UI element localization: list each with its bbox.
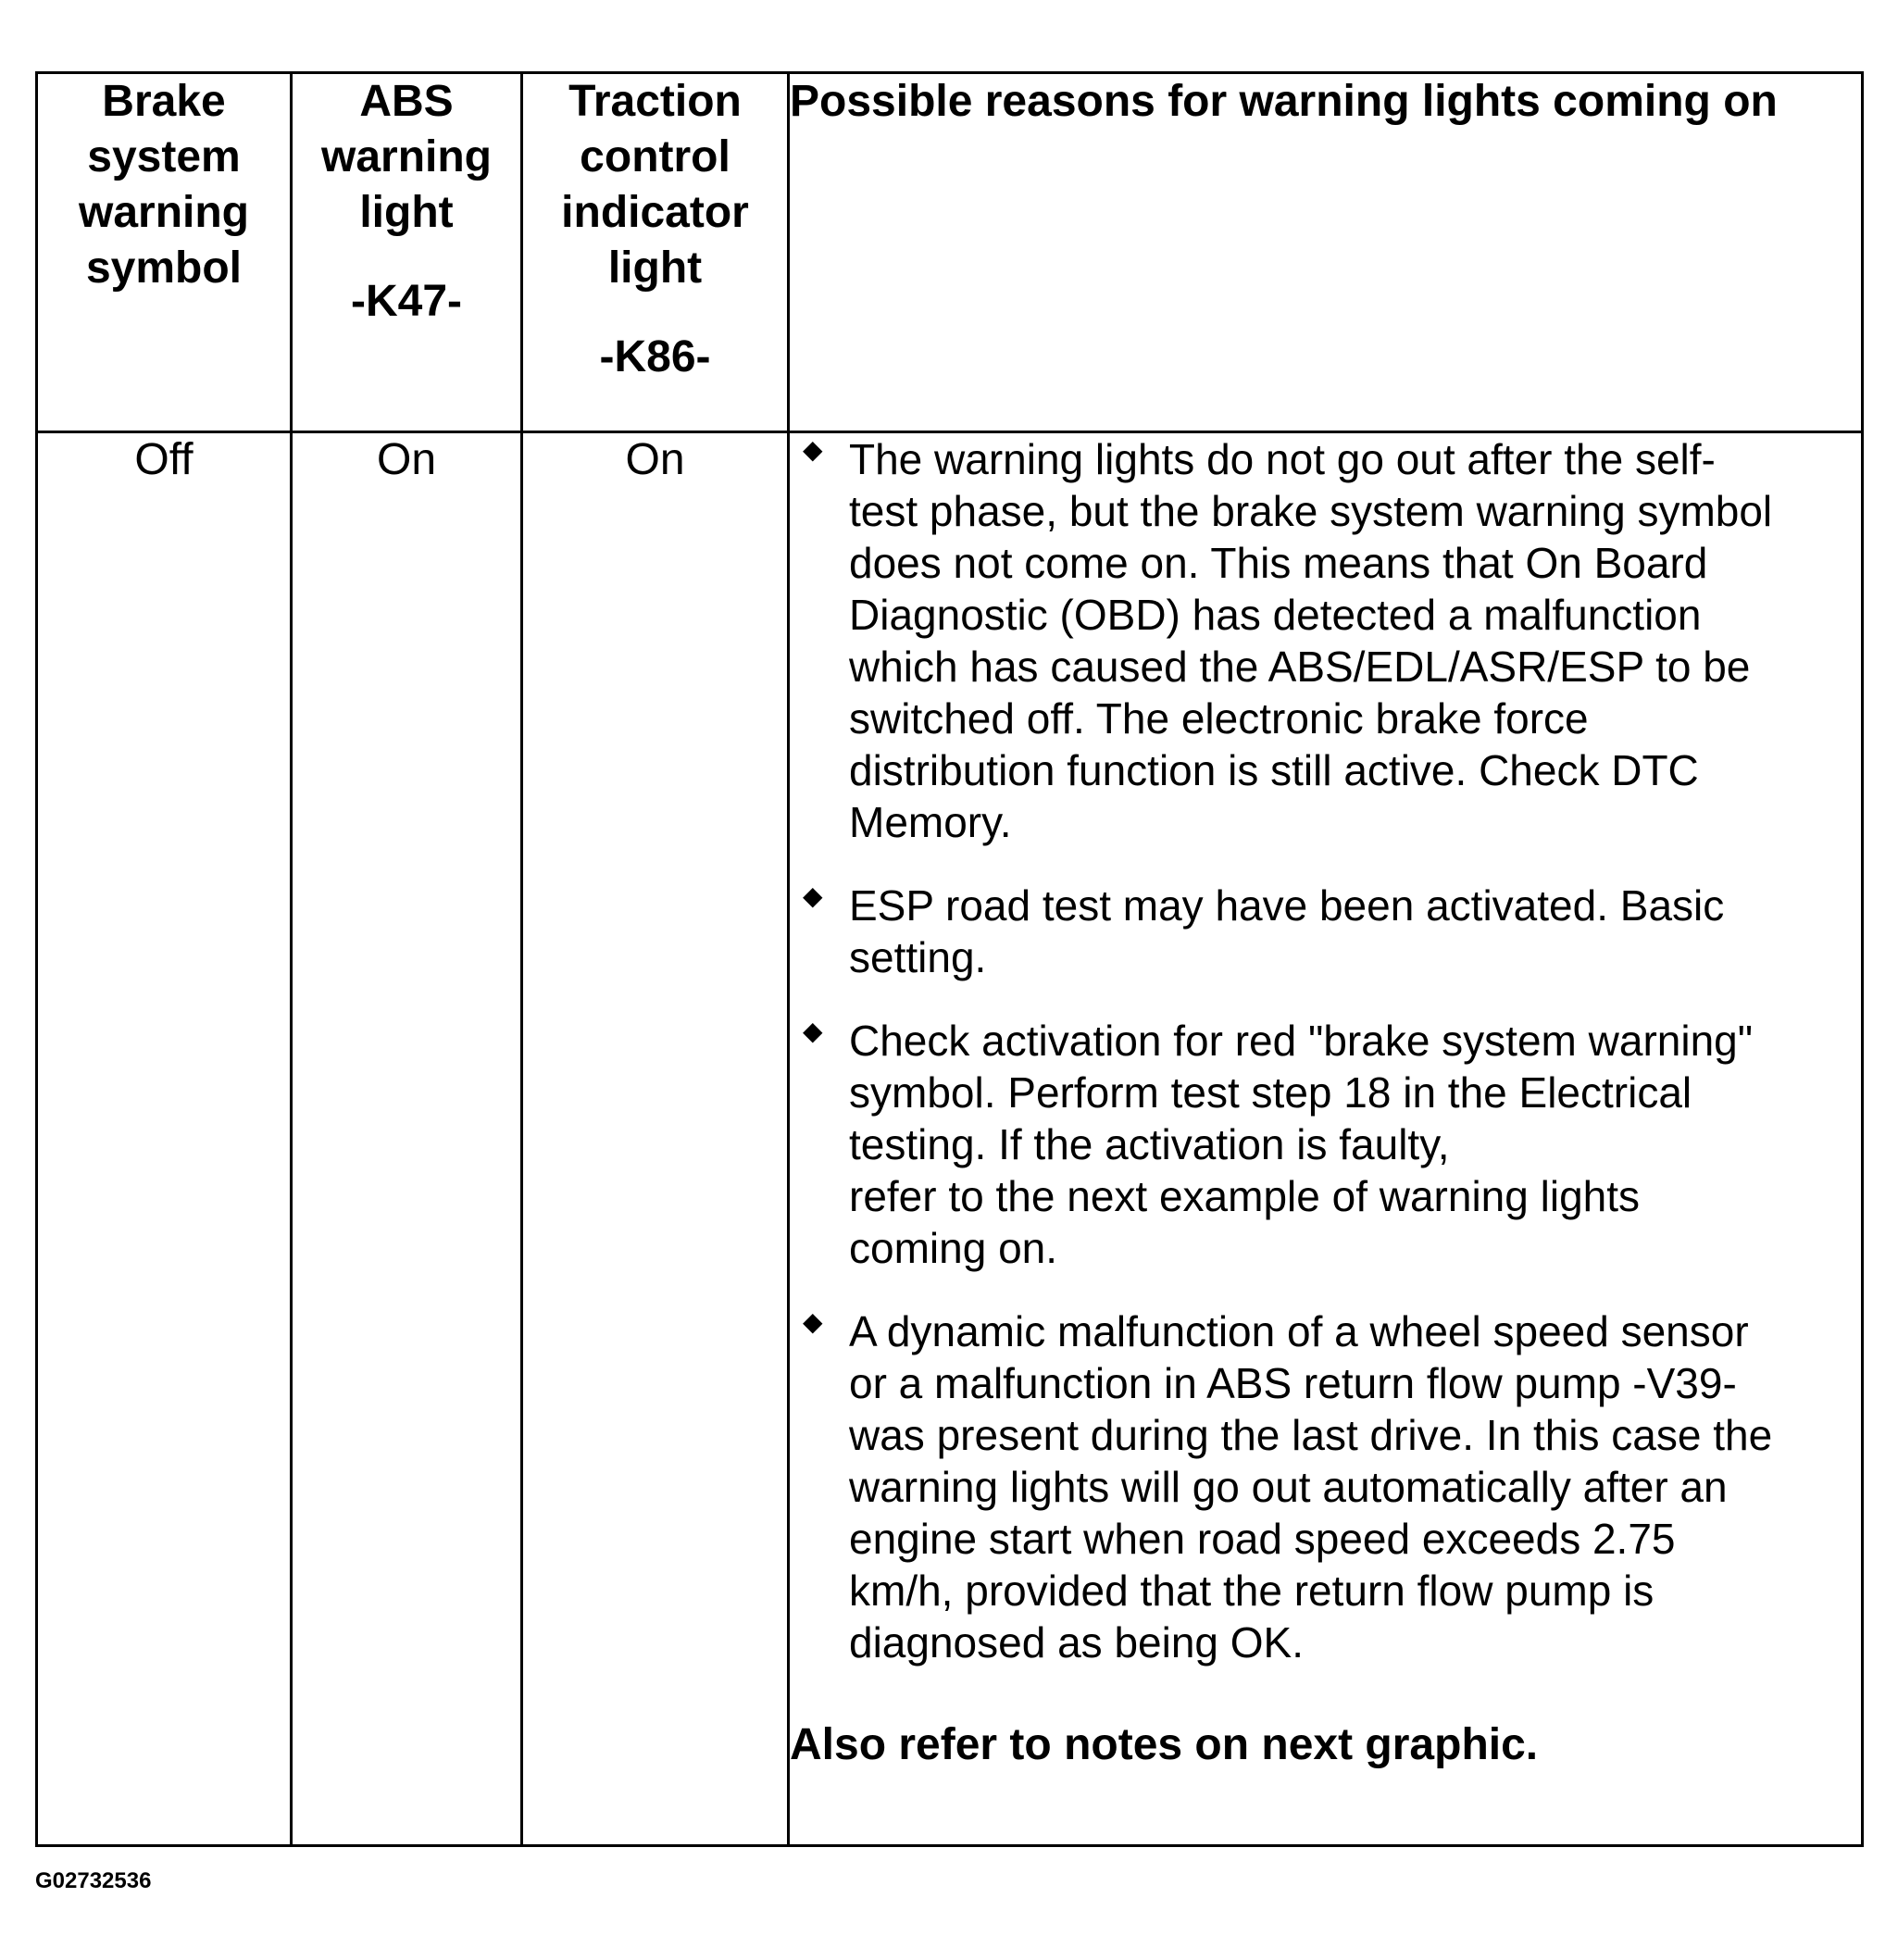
table-row	[37, 432, 1863, 1846]
header-line: control	[580, 132, 730, 181]
header-line: Traction	[568, 77, 742, 126]
reasons-list	[790, 433, 1861, 1668]
header-component-code: -K86-	[599, 332, 711, 381]
header-abs-warning-light	[292, 73, 522, 432]
reason-line: test phase, but the brake system warning symbol	[849, 487, 1773, 535]
reason-line: diagnosed as being OK.	[849, 1618, 1305, 1667]
reason-line: warning lights will go out automatically after an	[849, 1463, 1728, 1511]
header-traction-control-indicator-light	[522, 73, 789, 432]
diamond-bullet-icon: ◆	[803, 1307, 823, 1336]
header-row	[37, 73, 1863, 432]
header-line: symbol	[85, 243, 243, 293]
possible-reasons-cell	[789, 432, 1863, 1846]
reason-line: testing. If the activation is faulty,	[849, 1120, 1450, 1168]
traction-control-light-state: On	[522, 432, 789, 1846]
header-line: light	[607, 243, 703, 293]
diamond-bullet-icon: ◆	[803, 1017, 823, 1045]
reason-line: was present during the last drive. In this case the	[849, 1411, 1773, 1459]
warning-lights-table	[35, 71, 1864, 1847]
reason-line: distribution function is still active. Check DTC	[849, 746, 1699, 794]
reason-line: Diagnostic (OBD) has detected a malfunction	[849, 591, 1702, 639]
list-item	[790, 1305, 1861, 1668]
header-line: ABS	[359, 77, 454, 126]
reason-line: or a malfunction in ABS return flow pump -V39-	[849, 1359, 1737, 1407]
reason-line: symbol. Perform test step 18 in the Electrical	[849, 1068, 1692, 1117]
header-line: indicator	[561, 188, 749, 237]
header-line: warning	[320, 132, 492, 181]
reason-line: refer to the next example of warning lights	[849, 1172, 1641, 1220]
list-item	[790, 1015, 1861, 1274]
reason-line: A dynamic malfunction of a wheel speed sensor	[849, 1307, 1749, 1355]
footnote: Also refer to notes on next graphic.	[790, 1720, 1539, 1769]
reason-line: coming on.	[849, 1224, 1058, 1272]
header-line: Brake	[102, 77, 226, 126]
brake-system-warning-state: Off	[37, 432, 292, 1846]
header-line: Possible reasons for warning lights coming on	[790, 77, 1778, 126]
reason-line: km/h, provided that the return flow pump is	[849, 1567, 1655, 1615]
header-component-code: -K47-	[350, 277, 463, 326]
reason-line: Check activation for red "brake system warning"	[849, 1017, 1754, 1065]
header-possible-reasons	[789, 73, 1863, 432]
reason-line: ESP road test may have been activated. Basic	[849, 881, 1725, 930]
reason-line: Memory.	[849, 798, 1012, 846]
list-item	[790, 433, 1861, 848]
list-item	[790, 880, 1861, 983]
diamond-bullet-icon: ◆	[803, 881, 823, 910]
header-line: light	[359, 188, 454, 237]
diamond-bullet-icon: ◆	[803, 435, 823, 464]
header-brake-system-warning-symbol	[37, 73, 292, 432]
reason-line: does not come on. This means that On Board	[849, 539, 1708, 587]
header-line: system	[87, 132, 241, 181]
figure-id: G02732536	[35, 1868, 152, 1893]
reason-line: The warning lights do not go out after the self-	[849, 435, 1716, 483]
abs-warning-light-state: On	[292, 432, 522, 1846]
reason-line: engine start when road speed exceeds 2.75	[849, 1515, 1676, 1563]
reason-line: switched off. The electronic brake force	[849, 694, 1589, 743]
reason-line: setting.	[849, 933, 987, 981]
reason-line: which has caused the ABS/EDL/ASR/ESP to be	[849, 643, 1751, 691]
header-line: warning	[78, 188, 249, 237]
